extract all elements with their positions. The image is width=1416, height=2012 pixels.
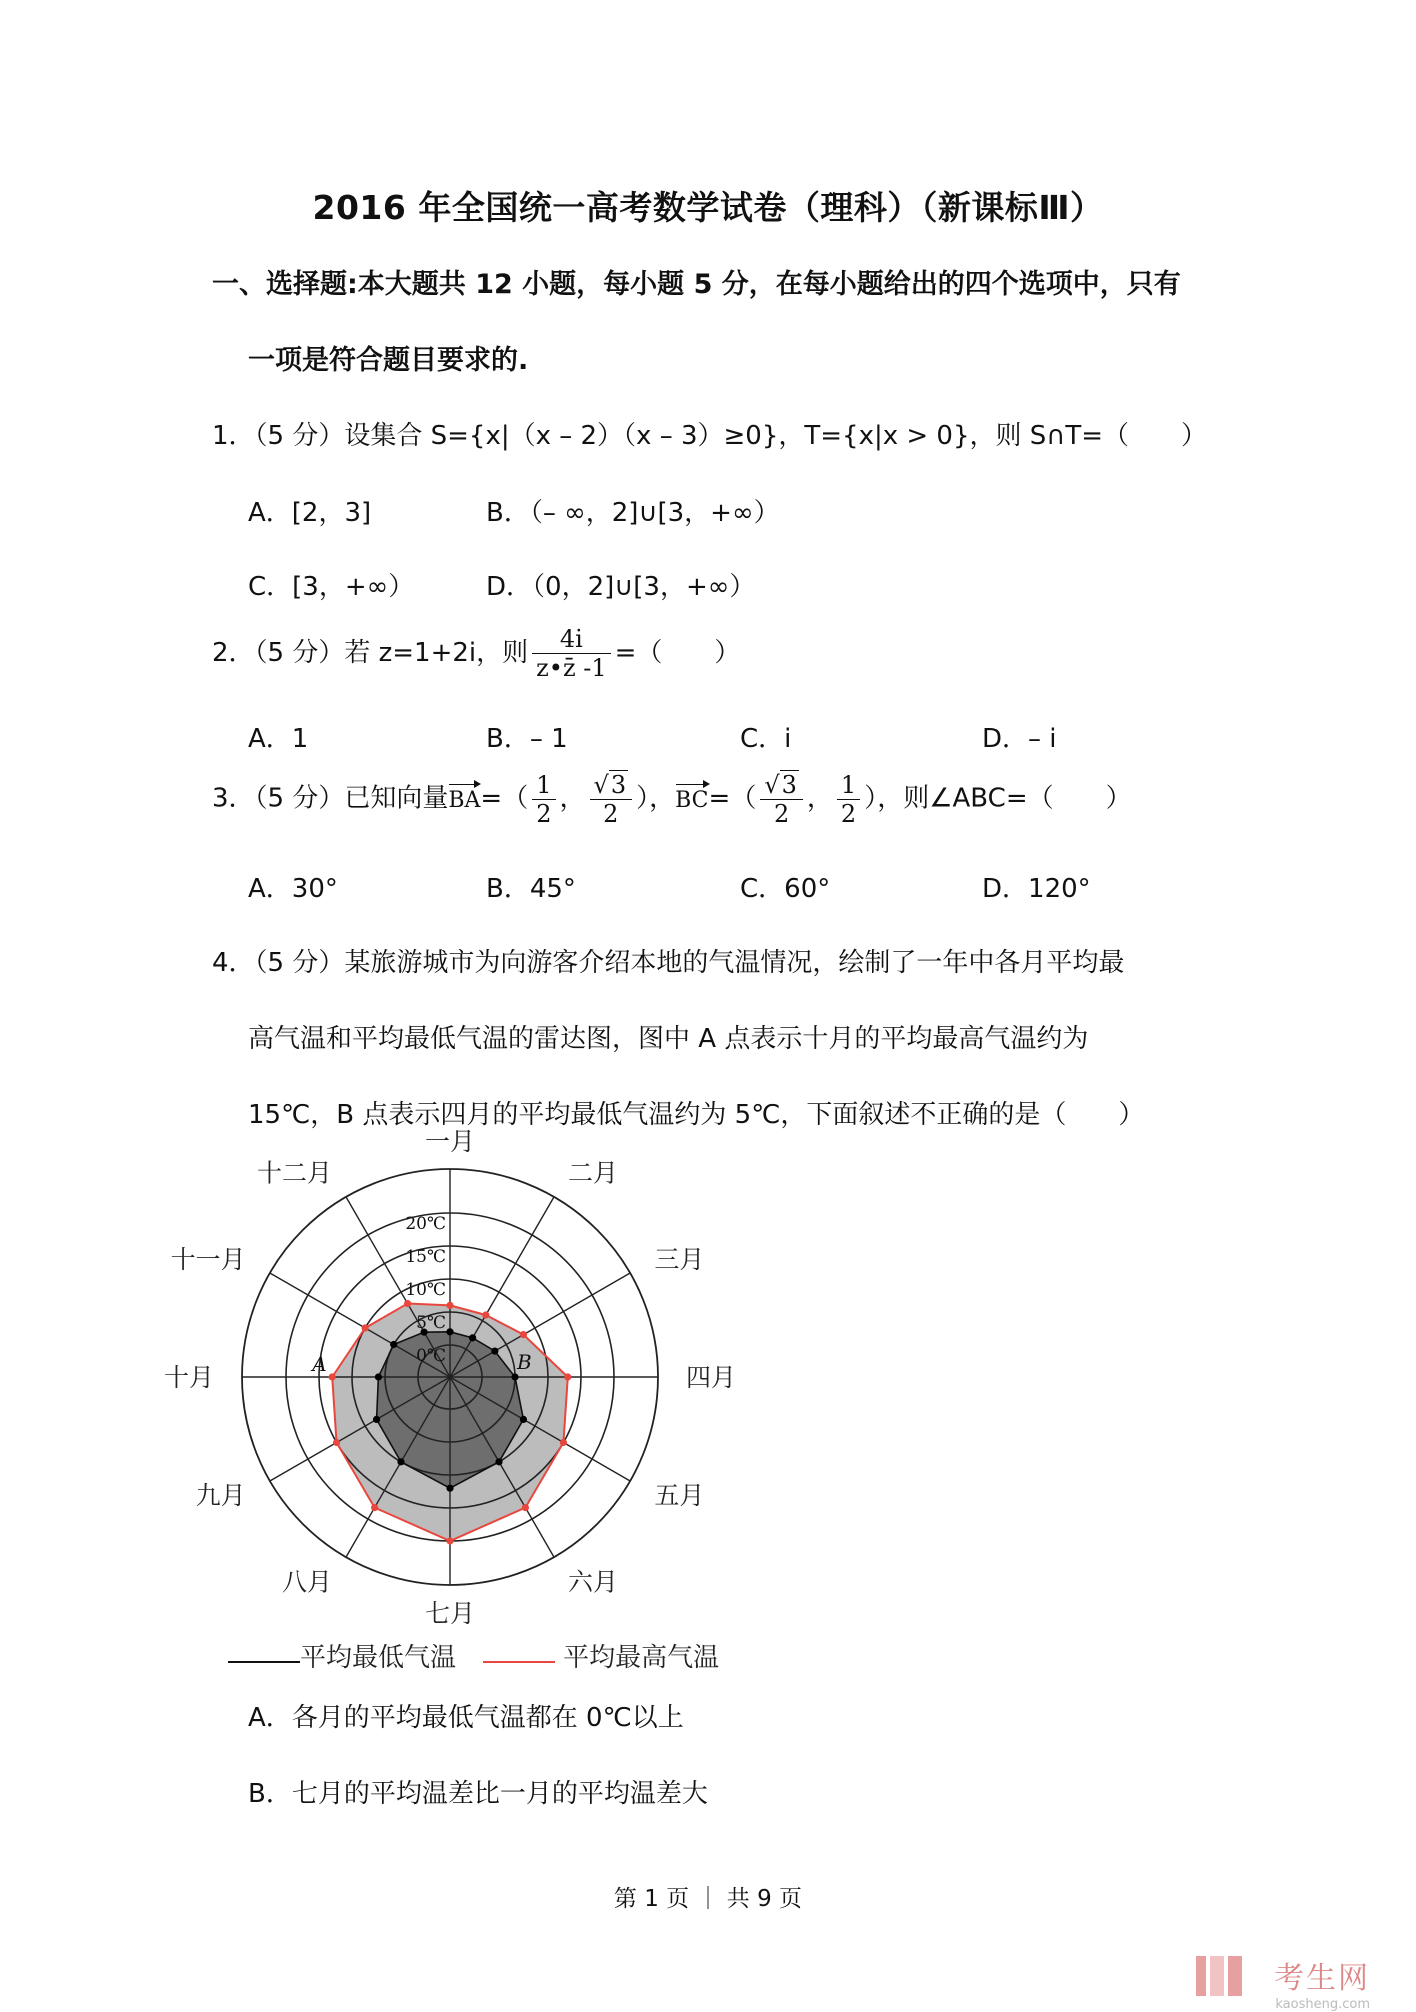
q2-stem-pre: 2．（5 分）若 z=1+2i，则 [212,638,529,668]
q3-comma-2: ， [806,783,833,814]
sqrt-icon: √ [593,771,609,799]
q2-numerator: 4i [532,625,610,654]
month-label-4: 四月 [686,1363,737,1392]
q2-stem-post: =（ ） [614,638,741,668]
month-label-12: 十二月 [256,1158,332,1188]
month-label-11: 十一月 [170,1245,246,1274]
question-4-line-3: 15℃，B 点表示四月的平均最低气温约为 5℃，下面叙述不正确的是（ ） [248,1100,1145,1130]
q3-frac-4-den: 2 [840,799,857,828]
high-temp-point-9 [333,1439,340,1446]
legend-low-line [228,1661,300,1663]
q3-frac-1-den: 2 [536,799,552,828]
low-temp-point-2 [469,1334,476,1341]
legend-low-label: 平均最低气温 [300,1643,457,1673]
radar-chart [163,1127,810,1628]
vector-ba: BA [448,787,481,813]
q3-option-d: D．120° [982,874,1091,904]
q3-frac-2-den: 2 [603,800,619,828]
low-temp-point-7 [446,1485,453,1492]
month-label-2: 二月 [568,1158,619,1188]
month-label-7: 七月 [424,1599,476,1628]
month-label-10: 十月 [163,1363,214,1392]
ring-label-0: 0℃ [416,1346,446,1366]
ring-label-15: 15℃ [405,1247,446,1267]
q3-stem-pre: 3．（5 分）已知向量 [212,783,449,814]
high-temp-point-12 [404,1300,411,1307]
q3-frac-2-num: 3 [610,771,627,799]
q1-option-d: D．（0，2]∪[3，+∞） [486,572,756,602]
low-temp-point-8 [397,1458,404,1465]
ring-label-20: 20℃ [405,1214,446,1234]
low-temp-point-6 [495,1458,502,1465]
month-label-8: 八月 [281,1567,332,1597]
q4-option-a: A．各月的平均最低气温都在 0℃以上 [248,1703,684,1733]
watermark-cn: 考生网 [1274,1961,1370,1996]
high-temp-point-11 [362,1324,369,1331]
q3-option-a: A．30° [248,874,338,904]
q2-fraction [532,625,610,682]
q3-close-1: ）， [636,783,676,814]
q3-option-c: C．60° [740,874,831,904]
high-temp-point-7 [446,1537,453,1544]
q2-option-d: D．– i [982,724,1057,754]
high-temp-point-1 [446,1302,453,1309]
q3-frac-3-den: 2 [773,800,790,828]
q3-frac-4-num: 1 [837,771,860,800]
q3-eq-2: =（ [708,783,757,814]
low-temp-point-10 [375,1373,382,1380]
low-temp-point-3 [491,1348,498,1355]
ring-label-5: 5℃ [416,1313,446,1333]
q3-comma-1: ， [559,783,586,814]
high-temp-point-5 [560,1439,567,1446]
watermark [1274,1953,1370,2012]
q3-frac-4 [837,771,860,828]
high-temp-point-8 [371,1504,378,1511]
q3-frac-2 [590,770,633,828]
watermark-en: kaosheng.com [1275,1997,1370,2012]
q3-frac-1-num: 1 [532,771,555,800]
sqrt-icon: √ [764,771,780,799]
section-heading-cont: 一项是符合题目要求的. [248,345,529,376]
q3-frac-3 [760,770,803,828]
q4-option-b: B．七月的平均温差比一月的平均温差大 [248,1779,708,1809]
high-temp-point-2 [482,1311,489,1318]
low-temp-point-11 [390,1341,397,1348]
q1-option-b: B．（– ∞，2]∪[3，+∞） [486,498,780,528]
section-heading: 一、选择题:本大题共 12 小题，每小题 5 分，在每小题给出的四个选项中，只有 [212,269,1181,300]
high-temp-point-4 [564,1373,571,1380]
question-4-line-2: 高气温和平均最低气温的雷达图，图中 A 点表示十月的平均最高气温约为 [248,1024,1089,1054]
legend-high-line [483,1661,555,1663]
kaosheng-logo-icon [1194,1952,1246,2000]
q2-denominator: z•z̄ -1 [536,654,607,682]
legend-high-label: 平均最高气温 [563,1643,720,1673]
question-1-stem: 1．（5 分）设集合 S={x|（x – 2）（x – 3）≥0}，T={x|x > 0}，则 S∩T=（ ） [212,421,1207,451]
q2-option-b: B．– 1 [486,724,568,754]
ring-label-10: 10℃ [405,1280,446,1300]
q2-option-c: C．i [740,724,792,754]
chart-legend [228,1637,719,1674]
low-temp-point-4 [511,1373,518,1380]
low-temp-point-1 [446,1328,453,1335]
page-title: 2016 年全国统一高考数学试卷（理科）（新课标Ⅲ） [312,188,1104,227]
question-4-line-1: 4．（5 分）某旅游城市为向游客介绍本地的气温情况，绘制了一年中各月平均最 [212,948,1125,978]
q3-option-b: B．45° [486,874,576,904]
low-temp-point-9 [373,1416,380,1423]
q3-frac-1 [532,771,555,828]
annotation-a: A [312,1352,327,1376]
month-label-3: 三月 [654,1245,705,1274]
question-2-stem [212,625,740,682]
vector-bc: BC [675,787,709,813]
question-3-stem [212,770,1132,828]
high-temp-point-10 [329,1373,336,1380]
q2-option-a: A．1 [248,724,309,754]
month-label-1: 一月 [424,1127,476,1156]
high-temp-point-6 [522,1504,529,1511]
annotation-b: B [517,1350,532,1374]
month-label-6: 六月 [568,1567,619,1597]
low-temp-point-5 [520,1416,527,1423]
page-footer: 第 1 页 ｜ 共 9 页 [613,1886,803,1912]
q1-option-a: A．[2，3] [248,498,372,528]
month-label-5: 五月 [654,1481,705,1510]
q3-frac-3-num: 3 [781,771,797,799]
high-temp-point-3 [520,1331,527,1338]
q3-eq-1: =（ [480,783,529,814]
q3-close-2: ），则∠ABC=（ ） [864,783,1132,814]
month-label-9: 九月 [195,1481,246,1510]
q1-option-c: C．[3，+∞） [248,572,415,602]
